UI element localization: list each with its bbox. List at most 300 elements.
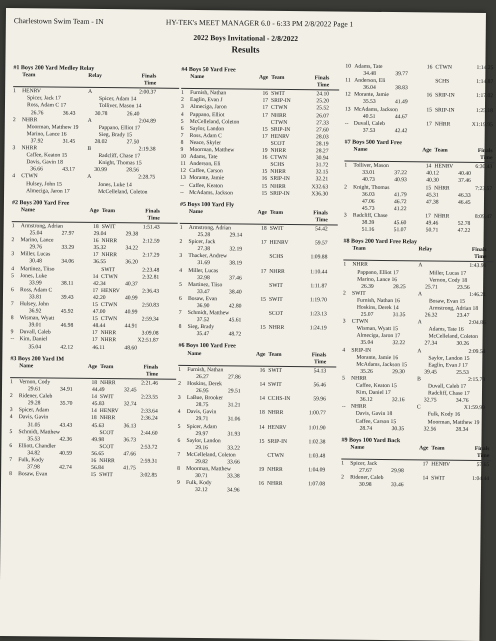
swimmer: Saylor, Landon 15 — [428, 355, 470, 362]
split: 47.38 — [425, 199, 439, 206]
place: 5 — [11, 272, 15, 279]
place: 5 — [179, 281, 182, 288]
swimmer: Pappano, Elliot 17 — [98, 124, 141, 132]
swimmer-name: Marino, Lance — [20, 237, 54, 244]
team: SRIP-IN — [271, 98, 291, 105]
finals-time: 1:25.18 — [475, 107, 493, 114]
split: 46.33 — [458, 192, 471, 199]
team: CTWN — [270, 154, 287, 162]
event-title: #8 Boys 200 Yard Free Relay — [343, 238, 418, 246]
age: 17 — [262, 133, 268, 140]
finals-time: 2:59.31 — [140, 458, 158, 465]
split: 37.98 — [27, 464, 40, 471]
team: HENRV — [431, 461, 451, 468]
header-blank — [181, 74, 190, 88]
swimmer: Davis, Gavin 18 — [26, 159, 63, 166]
header-finals: Finals Time — [477, 147, 493, 162]
software-line: HY-TEK's MEET MANAGER 6.0 - 6:33 PM 2/8/2022 Page 1 — [165, 17, 354, 29]
split: 36.55 — [93, 259, 106, 266]
split: 29.30 — [392, 368, 405, 376]
swimmer-name: Duvall, Caleb — [353, 120, 385, 127]
split: 34.91 — [59, 386, 73, 393]
finals-time: X36.30 — [311, 190, 329, 197]
place: 4 — [11, 265, 15, 272]
finals-time: 2:15.79 — [468, 376, 486, 383]
swimmer-name: Spicer, Jack — [350, 460, 378, 467]
event-block — [342, 239, 494, 434]
split: 33.99 — [29, 279, 42, 287]
header-name: Name — [188, 208, 203, 215]
split: 28.34 — [455, 426, 469, 433]
finals-time: 1:09.88 — [310, 254, 328, 261]
header-blank — [10, 363, 19, 377]
swimmer: Spicer, Jack 17 — [27, 95, 61, 102]
place: 3 — [343, 212, 347, 219]
event-block — [344, 139, 495, 235]
split: 48.44 — [92, 323, 106, 330]
split: 39.45 — [424, 369, 437, 376]
age: 19 — [258, 466, 265, 473]
swimmer-name: Bosaw, Evan — [18, 471, 48, 478]
swimmer: Almeciga, Jaron 17 — [356, 333, 401, 340]
age: 15 — [426, 106, 432, 114]
split: 46.98 — [60, 322, 74, 330]
place: 3 — [11, 251, 15, 258]
team: HENRV — [269, 239, 289, 247]
team: NHRR — [270, 112, 287, 119]
place: 4 — [342, 347, 346, 354]
swimmer-name: Anderson, Eli — [354, 77, 386, 85]
swimmer: Marino, Lance 16 — [357, 276, 398, 283]
team: SRIP-IN — [351, 347, 372, 354]
header-name: Name — [190, 74, 205, 81]
header-team: Team — [22, 72, 36, 79]
split: 52.78 — [457, 220, 471, 227]
team: SWIT — [431, 475, 445, 482]
swimmer: Wisman, Wyatt 15 — [356, 325, 399, 333]
header-team: Team — [434, 147, 448, 154]
finals-time: 8:09.47 — [474, 213, 492, 220]
event-block — [177, 343, 337, 496]
age: 18 — [261, 225, 267, 232]
age: 18 — [259, 409, 265, 417]
header-age: Age — [256, 351, 266, 358]
swimmer-name: Saylor, Landon — [186, 437, 221, 444]
age: 19 — [261, 147, 268, 154]
swimmer: McCelleland, Coleton — [428, 333, 479, 341]
finals-time: 1:10.44 — [310, 268, 328, 275]
swimmer: Hulsey, John 15 — [26, 180, 63, 188]
event-title: #4 Boys 50 Yard Free — [181, 66, 236, 74]
event-title: #2 Boys 200 Yard Free — [11, 199, 70, 207]
place: 6 — [11, 286, 14, 293]
swimmer-name: Fulk, Kody — [186, 480, 212, 487]
place: 2 — [344, 184, 347, 191]
split: 26.40 — [126, 110, 140, 117]
age: 17 — [262, 98, 269, 105]
finals-time: 3:09.08 — [141, 330, 159, 337]
team: NHRR — [268, 325, 285, 332]
split: 31.35 — [392, 312, 406, 319]
split: 30.98 — [358, 481, 372, 489]
event-title: #1 Boys 200 Yard Medley Relay — [13, 65, 95, 72]
split: 44.91 — [124, 323, 138, 330]
split: 40.73 — [362, 177, 375, 184]
split: 34.22 — [125, 245, 139, 252]
split: 33.38 — [227, 473, 240, 480]
team: SCOT — [268, 310, 284, 318]
split: 42.74 — [59, 464, 72, 471]
place: -- — [180, 189, 184, 196]
split: 28.02 — [94, 138, 108, 146]
place: 2 — [11, 237, 15, 244]
split: 35.53 — [27, 435, 41, 443]
header-name: Name — [353, 146, 368, 153]
split: 33.66 — [227, 459, 240, 466]
age: 15 — [425, 184, 432, 191]
age: 16 — [262, 90, 269, 98]
split: 35.32 — [93, 245, 107, 252]
split: 30.35 — [391, 425, 405, 432]
finals-time: 1:19.70 — [309, 297, 327, 304]
column-3 — [341, 64, 495, 491]
place: 2 — [9, 393, 13, 400]
place: 7 — [10, 301, 14, 308]
header-name: Name — [20, 206, 35, 214]
split: 27.50 — [126, 139, 140, 146]
split: 32.45 — [123, 387, 137, 394]
header-name: Name — [187, 350, 202, 357]
split: 29.82 — [195, 458, 208, 466]
finals-time: 30.94 — [315, 155, 329, 162]
split: 45.83 — [91, 401, 105, 408]
split: 29.28 — [27, 400, 41, 407]
result-row — [9, 471, 175, 480]
finals-time: 2:12.59 — [142, 238, 160, 245]
place: 6 — [177, 437, 181, 444]
finals-time: 28.19 — [315, 141, 329, 148]
split: 37.46 — [229, 274, 242, 282]
place: -- — [180, 182, 184, 189]
age: 17 — [425, 213, 431, 220]
split: 32.98 — [197, 274, 210, 281]
team: SWIT — [351, 290, 366, 297]
swimmer-name: Wisman, Wyatt — [19, 315, 55, 322]
team: CTWN — [267, 452, 284, 459]
team: HENRV — [22, 88, 41, 95]
split: 51.16 — [361, 226, 375, 233]
place: 8 — [9, 471, 12, 478]
split: 27.38 — [197, 246, 211, 253]
age: 17 — [426, 121, 432, 128]
finals-time: 2:28.75 — [138, 174, 156, 181]
swimmer: Knight, Thomas 15 — [98, 160, 142, 167]
swimmer-name: McAdams, Jackson — [353, 106, 398, 113]
age: 17 — [262, 105, 268, 112]
finals-time: 1:03.48 — [308, 453, 326, 460]
split: 36.66 — [30, 166, 43, 173]
swimmer-name: LaBue, Brooker — [186, 395, 224, 402]
swimmer-name: Schmidt, Matthew — [18, 428, 60, 436]
finals-time: X1:59.99 — [463, 405, 485, 412]
swimmer: McAdams, Jackson 15 — [356, 361, 408, 368]
swimmer-name: Hoskins, Derek — [187, 380, 222, 388]
finals-time: 1:04.44 — [472, 476, 490, 483]
split: 39.43 — [60, 294, 74, 301]
split: 39.77 — [395, 71, 408, 78]
team: NHRR — [100, 379, 116, 387]
finals-time: 31.72 — [315, 162, 329, 169]
swimmer-name: Caffee, Carson — [189, 168, 223, 175]
place: 7 — [178, 309, 182, 316]
age: 16 — [261, 176, 268, 183]
swimmer-name: Moorman, Matthew — [186, 465, 231, 473]
finals-time: X1:19.95 — [471, 121, 493, 128]
team: NHRR — [352, 262, 368, 269]
finals-time: 2:17.29 — [142, 252, 160, 259]
finals-time: 32.15 — [315, 169, 329, 176]
place: 4 — [179, 267, 183, 274]
place: 6 — [178, 295, 182, 302]
split: 45.31 — [426, 192, 439, 199]
swimmer-name: Neace, Skyler — [189, 139, 222, 147]
place: 4 — [12, 173, 16, 180]
split: 27.97 — [61, 230, 75, 237]
swimmer-name: Morante, Jamie — [354, 92, 389, 99]
relay: A — [417, 291, 423, 298]
age: 18 — [91, 415, 97, 422]
team: CTWN — [270, 105, 288, 112]
swimmer-name: Armstrong, Adrian — [188, 224, 232, 232]
team: SCHS — [270, 161, 285, 169]
age: 15 — [261, 183, 268, 190]
team: SRIP-IN — [270, 190, 290, 197]
swimmer: Caffee, Carson 15 — [355, 418, 397, 425]
team-name: Charlestown Swim Team - IN — [13, 16, 104, 27]
swimmer: Furnish, Nathan 16 — [356, 297, 401, 305]
swimmer: Kim, Daniel 17 — [355, 389, 391, 397]
split: 48.72 — [228, 331, 242, 338]
header-finals: Finals Time — [471, 247, 487, 261]
split: 35.70 — [59, 400, 73, 407]
split: 32.22 — [392, 340, 406, 347]
age: 17 — [422, 461, 429, 468]
split: 47.66 — [123, 451, 136, 458]
finals-time: 1:01.90 — [308, 424, 326, 431]
age: 15 — [261, 190, 268, 197]
header-age: Age — [422, 147, 432, 154]
split: 47.06 — [361, 198, 375, 205]
split: 30.71 — [195, 473, 208, 480]
split: 30.26 — [456, 341, 470, 348]
swimmer-name: Tolliver, Mason — [353, 162, 389, 170]
age: 18 — [93, 223, 99, 230]
split: 45.61 — [228, 317, 242, 324]
split: 33.46 — [390, 482, 404, 489]
finals-time: 1:02.38 — [308, 438, 326, 446]
swimmer: Marino, Lance 16 — [26, 131, 67, 138]
place: 5 — [177, 423, 181, 430]
page-header — [13, 16, 486, 29]
split: 38.40 — [229, 289, 242, 296]
swimmer-name: Morante, Jamie — [189, 175, 225, 182]
split: 36.90 — [196, 303, 210, 310]
place: 4 — [9, 414, 13, 421]
header-finals: Finals Time — [143, 364, 159, 378]
split: 31.69 — [197, 260, 210, 267]
split: 25.28 — [197, 232, 211, 239]
age: 15 — [260, 324, 266, 332]
event-block — [180, 67, 339, 198]
finals-time: 1:14.25 — [476, 64, 494, 72]
team: SWIT — [99, 394, 114, 401]
finals-time: X32.63 — [311, 183, 329, 190]
split: 37.53 — [362, 127, 376, 134]
age: 15 — [260, 296, 266, 303]
age: 16 — [258, 480, 265, 487]
event-block — [12, 65, 179, 196]
split: 25.53 — [456, 369, 469, 376]
split: 49.98 — [91, 436, 105, 443]
age: 16 — [90, 457, 97, 464]
swimmer-name: Miller, Lucas — [20, 251, 51, 258]
age: 17 — [91, 330, 98, 337]
event-block — [9, 356, 176, 480]
place: 1 — [10, 379, 13, 386]
split: 39.01 — [28, 322, 42, 329]
event-title: #6 Boys 100 Yard Free — [178, 343, 236, 350]
place: 6 — [9, 442, 13, 449]
split: 29.04 — [93, 230, 107, 238]
finals-time: 1:00.77 — [308, 410, 326, 417]
relay: A — [417, 347, 422, 354]
finals-time: 26.07 — [316, 112, 329, 119]
team: NHRR — [270, 147, 287, 154]
place: 4 — [177, 409, 181, 416]
column-headers — [343, 246, 493, 263]
split: 40.93 — [394, 177, 407, 184]
team: CTWN — [100, 302, 118, 309]
split: 56.65 — [91, 450, 104, 457]
team: NHRR — [351, 375, 367, 382]
split: 34.48 — [363, 70, 376, 77]
split: 29.14 — [229, 232, 243, 239]
swimmer-name: Duvall, Caleb — [19, 329, 51, 336]
split: 23.47 — [456, 312, 470, 319]
event-title: #5 Boys 100 Yard Fly — [179, 201, 235, 209]
finals-time: 2:09.54 — [468, 348, 486, 355]
team: SWIT — [268, 296, 283, 303]
age: 17 — [92, 252, 99, 259]
finals-time: 1:04.09 — [308, 467, 326, 474]
place: -- — [341, 403, 346, 410]
split: 29.16 — [195, 444, 209, 451]
split: 26.95 — [195, 388, 209, 395]
finals-time: 1:14.87 — [476, 79, 494, 86]
swimmer-name: Spicer, Jack — [188, 239, 216, 246]
header-blank — [343, 246, 352, 260]
age: 14 — [259, 381, 266, 388]
split: 34.96 — [226, 487, 240, 494]
team: SRIP-IN — [267, 438, 288, 445]
finals-time: 2:50.83 — [141, 302, 159, 309]
age: 15 — [92, 301, 98, 308]
finals-time: 54.42 — [315, 226, 328, 233]
place: 3 — [179, 253, 183, 260]
event-title: #3 Boys 200 Yard IM — [10, 355, 65, 363]
split: 33.47 — [197, 288, 210, 295]
age: 16 — [426, 64, 433, 71]
column-headers — [181, 74, 339, 91]
place: 8 — [180, 139, 184, 146]
split: 40.59 — [59, 450, 72, 457]
swimmer: Hoskins, Derek 14 — [356, 304, 399, 312]
swimmer-name: Saylor, Landon — [189, 125, 225, 133]
header-relay: Relay — [418, 246, 433, 253]
team: NHRR — [21, 116, 38, 123]
swimmer: Jones, Luke 14 — [98, 181, 132, 188]
split: 50.71 — [425, 227, 439, 234]
team: NHRR — [266, 481, 283, 488]
swimmer: McCelleland, Coleton — [98, 188, 148, 196]
team: NHRR — [434, 184, 450, 192]
team: SWIT — [101, 223, 116, 231]
finals-time: 7:23.57 — [475, 185, 493, 192]
split: 47.00 — [92, 309, 106, 316]
split: 40.40 — [458, 171, 471, 178]
split: 36.43 — [62, 110, 76, 117]
header-finals: Finals Time — [474, 445, 490, 459]
split: 32.56 — [423, 425, 437, 433]
team: NHRR — [100, 330, 117, 337]
place: 12 — [180, 168, 186, 175]
swimmer-name: Bosaw, Evan — [187, 295, 218, 303]
split: 36.04 — [363, 85, 376, 92]
relay: A — [418, 262, 423, 269]
split: 26.76 — [30, 109, 44, 116]
age: 16 — [426, 92, 433, 99]
split: 41.75 — [123, 465, 136, 472]
age: 16 — [92, 238, 99, 245]
finals-time: 56.46 — [313, 382, 327, 389]
relay: A — [87, 117, 92, 124]
swimmer: Davis, Gavin 18 — [355, 411, 393, 418]
split: 33.29 — [61, 244, 75, 251]
age: 18 — [91, 379, 98, 386]
swimmer: Eaglin, Evan J 17 — [428, 362, 468, 369]
place: 9 — [177, 480, 180, 487]
split: 56.84 — [91, 464, 104, 472]
finals-time: 1:07.08 — [308, 481, 326, 488]
column-headers — [341, 444, 491, 461]
header-team: Team — [352, 245, 366, 253]
place: 3 — [180, 104, 184, 111]
split: 44.67 — [394, 113, 408, 120]
split: 46.45 — [457, 199, 471, 206]
header-team: Team — [271, 74, 285, 82]
event-block — [341, 437, 492, 490]
place: 1 — [343, 261, 347, 269]
swimmer-name: Ridener, Caleb — [18, 393, 53, 400]
place: 11 — [345, 77, 351, 84]
split: 25.07 — [360, 311, 374, 318]
age: 14 — [258, 424, 265, 431]
team: SRIP-IN — [270, 126, 291, 133]
swimmer: Sieg, Brady 15 — [98, 131, 133, 139]
header-team: Team — [101, 207, 116, 214]
header-finals: Finals Time — [314, 75, 330, 89]
finals-time: 1:43.91 — [469, 263, 487, 270]
